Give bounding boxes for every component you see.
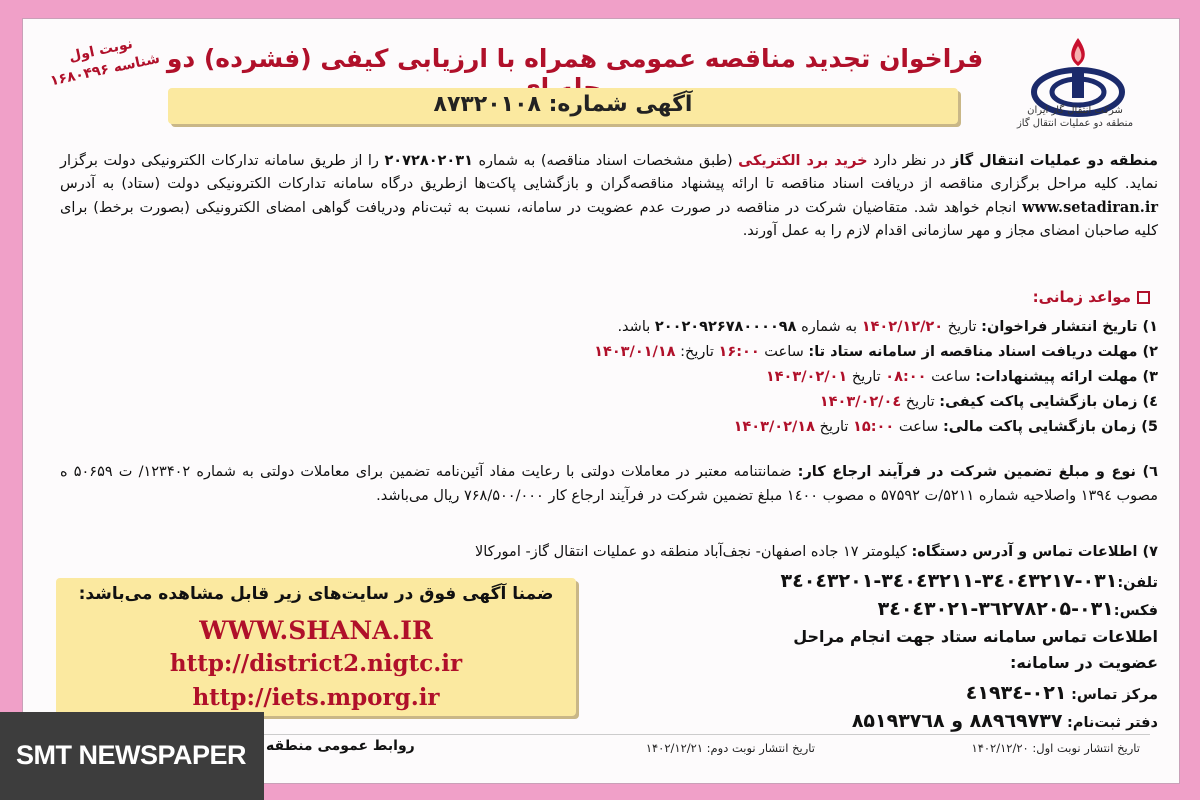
fax-value: ۰۳۱-۳٦۲۷۸۲۰۵-۳٤۰٤۳۰۲۱: [877, 598, 1114, 620]
schedule-text: ساعت: [926, 369, 976, 385]
schedule-label: ۳) مهلت ارائه پیشنهادات:: [975, 369, 1158, 385]
guarantee-paragraph: [60, 460, 1158, 508]
fax-label: فکس:: [1113, 603, 1158, 619]
setad-info-line-2: عضویت در سامانه:: [1010, 653, 1158, 672]
schedule-text: تاریخ: [901, 394, 940, 410]
intro-paragraph: [60, 150, 1158, 243]
ad-number: آگهی شماره: ۸۷۳۲۰۱۰۸: [433, 92, 693, 117]
logo-caption: [990, 104, 1160, 130]
brand-logo-text: SMT NEWSPAPER: [16, 740, 247, 770]
schedule-text: باشد.: [617, 319, 655, 335]
setad-info-line-1: اطلاعات تماس سامانه ستاد جهت انجام مراحل: [793, 627, 1158, 646]
schedule-text: تاریخ: [943, 319, 982, 335]
stamp-line-1: نوبت اول: [67, 35, 135, 65]
schedule-time: ۱۶:۰۰: [718, 344, 760, 360]
schedule-text: ساعت: [894, 419, 943, 435]
schedule-row: [60, 340, 1158, 365]
schedule-text: به شماره: [796, 319, 862, 335]
call-center-value: ۰۲۱-٤۱۹۳٤: [965, 682, 1067, 704]
schedule-label: ۱) تاریخ انتشار فراخوان:: [981, 319, 1158, 335]
schedule-heading-text: مواعد زمانی:: [1032, 288, 1131, 306]
schedule-label: ۲) مهلت دریافت اسناد مناقصه از سامانه ستاد تا:: [808, 344, 1158, 360]
intro-text-c: را از طریق سامانه تدارکات الکترونیکی دولت برگزار نماید. کلیه مراحل برگزاری مناقصه از دریافت اسناد مناقصه تا ارائه پیشنهاد مناقصه‌گران و بازگشایی پاکت‌ها ازطریق درگاه سامانه تدارکات الکترونیکی دولت (ستاد) به آدرس: [60, 153, 1158, 192]
schedule-time: ۰۸:۰۰: [885, 369, 927, 385]
intro-text-b: (طبق مشخصات اسناد مناقصه) به شماره: [472, 153, 739, 169]
schedule-date: ۱۴۰۲/۱۲/۲۰: [861, 319, 944, 335]
schedule-date: ۱۴۰۳/۰۲/۰۱: [765, 369, 848, 385]
schedule-text: ساعت: [759, 344, 809, 360]
schedule-row: [60, 390, 1158, 415]
phone-label: تلفن:: [1117, 575, 1158, 591]
ad-title: فراخوان تجدید مناقصه عمومی همراه با ارزیابی کیفی (فشرده) دو: [166, 44, 984, 73]
intro-text-d: انجام خواهد شد. متقاضیان شرکت در مناقصه در صورت عدم عضویت در سامانه، نسبت به ثبت‌نام ودریافت گواهی امضای الکترونیکی (بصورت برخط) برای کلیه صاحبان امضای مجاز و مهر سازمانی اقدام لازم را به عمل آورند.: [60, 200, 1158, 239]
schedule-label: 5) زمان بازگشایی پاکت مالی:: [942, 419, 1158, 435]
iets-link[interactable]: http://iets.mporg.ir: [192, 684, 440, 711]
guarantee-text: ضمانتنامه معتبر در معاملات دولتی با رعایت مفاد آئین‌نامه تضمین برای معاملات دولتی به شماره ۱۲۳۴۰۲/ ت ۵۰۶۵۹ ه مصوب ۱۳۹٤ واصلاحیه شماره ۵۲۱۱/ت ۵۷۵۹۲ ه مصوب ۱٤۰۰ مبلغ تضمین شرکت در فرآیند ارجاع کار ۷۶۸/۵۰۰/۰۰۰ ریال می‌باشد.: [60, 464, 1158, 504]
schedule-heading: [300, 288, 1150, 306]
schedule-text: تاریخ: [814, 419, 854, 435]
schedule-date: ۱۴۰۳/۰۲/۰٤: [819, 394, 902, 410]
bullet-icon: [1137, 291, 1150, 304]
websites-title: ضمنا آگهی فوق در سایت‌های زیر قابل مشاهده می‌باشد:: [78, 584, 554, 604]
phone-value: ۰۳۱-۳٤۰٤۳۲۱۷-۳٤۰٤۳۲۱۱-۳٤۰٤۳۲۰۱: [780, 570, 1118, 592]
schedule-date: ۱۴۰۳/۰۲/۱۸: [733, 419, 815, 435]
schedule-text: تاریخ:: [675, 344, 719, 360]
setad-url-link[interactable]: www.setadiran.ir: [1022, 199, 1158, 216]
district2-link[interactable]: http://district2.nigtc.ir: [169, 650, 463, 677]
tender-subject: خرید برد الکتریکی: [738, 153, 868, 169]
schedule-row: [60, 315, 1158, 340]
schedule-time: ۱۵:۰۰: [853, 419, 895, 435]
schedule-list: [60, 315, 1158, 440]
schedule-date: ۱۴۰۳/۰۱/۱۸: [594, 344, 676, 360]
schedule-text: تاریخ: [847, 369, 886, 385]
intro-text-a: در نظر دارد: [867, 153, 951, 169]
logo-line-1: شرکت انتقال گاز ایران: [1027, 105, 1123, 116]
schedule-row: [60, 365, 1158, 390]
call-center-label: مرکز تماس:: [1071, 687, 1158, 703]
registration-value: ۸۸۹٦۹۷۳۷ و ۸۵۱۹۳۷٦۸: [851, 710, 1063, 732]
org-name: منطقه دو عملیات انتقال گاز: [950, 153, 1158, 169]
tender-number: ۲۰۷۲۸۰۲۰۳۱: [384, 153, 473, 169]
logo-line-2: منطقه دو عملیات انتقال گاز: [1016, 118, 1134, 129]
second-publish-date: تاریخ انتشار نوبت دوم: ۱۴۰۲/۱۲/۲۱: [645, 741, 815, 755]
public-relations-label: روابط عمومی منطقه: [266, 738, 415, 754]
registration-label: دفتر ثبت‌نام:: [1067, 715, 1158, 731]
guarantee-label: ٦) نوع و مبلغ تضمین شرکت در فرآیند ارجاع کار:: [797, 464, 1158, 480]
schedule-label: ٤) زمان بازگشایی پاکت کیفی:: [939, 394, 1158, 410]
contact-label: ۷) اطلاعات تماس و آدرس دستگاه:: [911, 544, 1158, 560]
stamp-line-2: شناسه ۱۶۸۰۴۹۶: [48, 50, 162, 90]
contact-address-row: [60, 540, 1158, 564]
contact-address: کیلومتر ۱۷ جاده اصفهان- نجف‌آباد منطقه دو عملیات انتقال گاز- امورکالا: [474, 544, 912, 560]
shana-link[interactable]: WWW.SHANA.IR: [199, 616, 433, 645]
schedule-row: [60, 415, 1158, 440]
first-publish-date: تاریخ انتشار نوبت اول: ۱۴۰۲/۱۲/۲۰: [971, 741, 1140, 755]
schedule-number: ۲۰۰۲۰۹۲۶۷۸۰۰۰۰۹۸: [654, 319, 797, 335]
